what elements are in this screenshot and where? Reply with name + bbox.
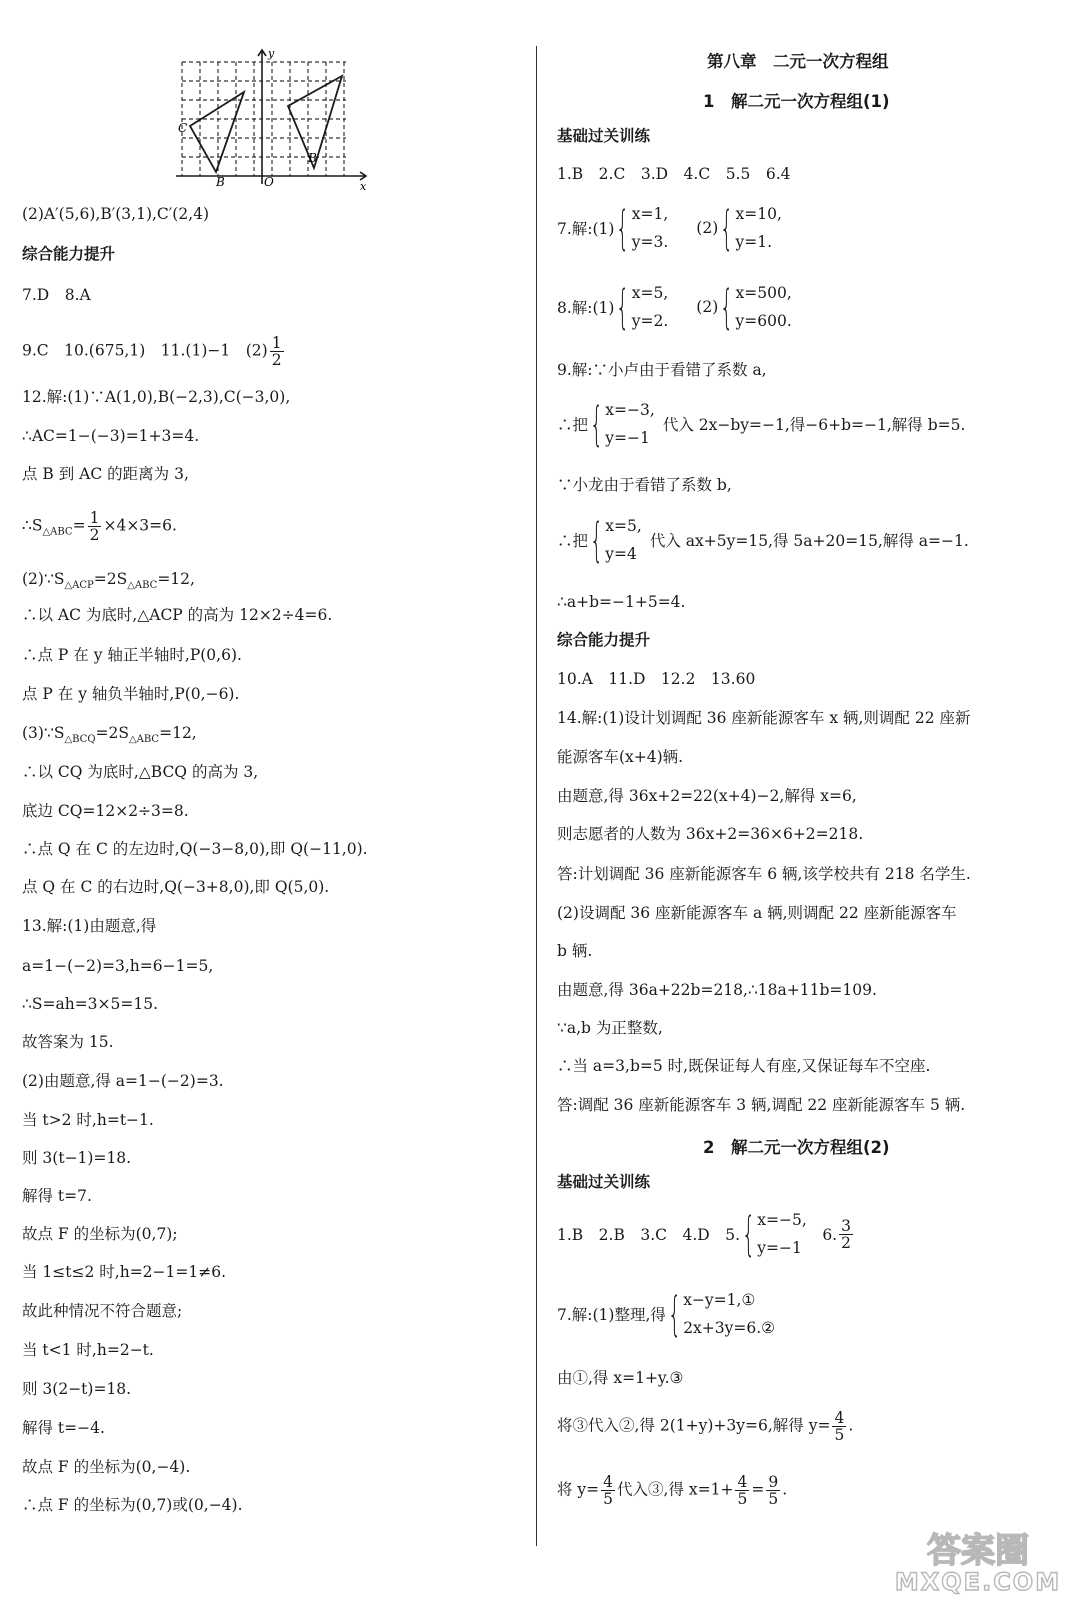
answer-line: a=1−(−2)=3,h=6−1=5, (22, 957, 214, 975)
fraction: $\frac{4}{5}$ (834, 1409, 845, 1444)
answer-line: (2)设调配 36 座新能源客车 a 辆,则调配 22 座新能源客车 (557, 904, 957, 922)
svg-text:MXQE.COM: MXQE.COM (894, 1568, 1062, 1596)
section-title: 2 解二元一次方程组(2) (703, 1138, 890, 1157)
answer-line: 故点 F 的坐标为(0,−4). (22, 1458, 191, 1476)
answer-line: 答:调配 36 座新能源客车 3 辆,调配 22 座新能源客车 5 辆. (557, 1096, 966, 1114)
answer-line: $\therefore S_{\triangle ABC}=$ $\frac{1}{2}$ ×4×3=6. (22, 509, 177, 544)
coordinate-graph (172, 44, 372, 193)
fraction: $\frac{3}{2}$ (841, 1216, 851, 1252)
answer-line: 则 3(2−t)=18. (22, 1380, 132, 1398)
fraction: $\frac{4}{5}$ (737, 1473, 748, 1508)
answer-line: 则 3(t−1)=18. (22, 1149, 132, 1167)
section-heading: 基础过关训练 (557, 1173, 651, 1191)
answer-line: b 辆. (557, 942, 593, 960)
answer-line: 将 y= $\frac{4}{5}$ 代入③,得 x=1+ $\frac{4}{5}$ = $\frac{9}{5}$ . (557, 1473, 788, 1508)
point-b-prime-label: B (308, 151, 317, 165)
answer-line: 当 1≤t≤2 时,h=2−1=1≠6. (22, 1263, 227, 1281)
section-title: 1 解二元一次方程组(1) (703, 92, 890, 111)
answer-line: 则志愿者的人数为 36x+2=36×6+2=218. (557, 825, 864, 843)
answer-line: 点 Q 在 C 的右边时,Q(−3+8,0),即 Q(5,0). (22, 878, 330, 896)
section-heading: 综合能力提升 (557, 631, 651, 649)
watermark (883, 1526, 1073, 1596)
answer-line: 9.C 10.(675,1) 11.(1)−1 (2) $\frac{1}{2}$ (22, 334, 282, 369)
answer-line: ∵a,b 为正整数, (557, 1019, 663, 1037)
answer-line: 解得 t=7. (22, 1187, 92, 1205)
answer-line: 7.解:(1)整理,得 { x−y=1,① 2x+3y=6.② (557, 1287, 776, 1341)
answer-line: ∴点 Q 在 C 的左边时,Q(−3−8,0),即 Q(−11,0). (22, 840, 368, 858)
answer-line: 故此种情况不符合题意; (22, 1302, 183, 1320)
answer-line: ∴AC=1−(−3)=1+3=4. (22, 427, 200, 445)
answer-line: ∴a+b=−1+5=4. (557, 593, 686, 611)
answer-line: 当 t<1 时,h=2−t. (22, 1341, 154, 1359)
answer-line: 7.解:(1) { x=1, y=3. (2) { x=10, y=1. (557, 201, 782, 255)
answer-line: 能源客车(x+4)辆. (557, 748, 684, 766)
answer-line: ∴以 CQ 为底时,△BCQ 的高为 3, (22, 763, 259, 781)
answer-line: 底边 CQ=12×2÷3=8. (22, 802, 189, 820)
answer-line: ∴S=ah=3×5=15. (22, 995, 159, 1013)
answer-line: 7.D 8.A (22, 286, 91, 304)
answer-line: (2)A′(5,6),B′(3,1),C′(2,4) (22, 205, 210, 223)
answer-line: 9.解:∵小卢由于看错了系数 a, (557, 361, 767, 379)
answer-line: ∵小龙由于看错了系数 b, (557, 476, 732, 494)
fraction: $\frac{4}{5}$ (603, 1473, 614, 1508)
answer-line: ∴以 AC 为底时,△ACP 的高为 12×2÷4=6. (22, 606, 333, 624)
svg-text:答案圈: 答案圈 (927, 1531, 1029, 1571)
answer-line: 解得 t=−4. (22, 1419, 105, 1437)
answer-line: 1.B 2.B 3.C 4.D 5. { x=−5, y=−1 6. $\frac{3}{2}$ (557, 1207, 851, 1261)
answer-line: ∴把 { x=−3, y=−1 代入 2x−by=−1,得−6+b=−1,解得 b=5. (557, 397, 966, 451)
answer-line: 故点 F 的坐标为(0,7); (22, 1225, 178, 1243)
section-heading: 综合能力提升 (22, 245, 116, 263)
answer-line: ∴点 F 的坐标为(0,7)或(0,−4). (22, 1496, 243, 1514)
answer-line: 13.解:(1)由题意,得 (22, 917, 157, 935)
chapter-title: 第八章 二元一次方程组 (707, 52, 889, 71)
answer-line: 答:计划调配 36 座新能源客车 6 辆,该学校共有 218 名学生. (557, 865, 971, 883)
answer-line: $(3)\because S_{\triangle BCQ}=2S_{\triangle ABC}=12$, (22, 724, 197, 746)
answer-line: (2)由题意,得 a=1−(−2)=3. (22, 1072, 224, 1090)
point-b-label: B (216, 175, 225, 189)
y-axis-label: y (268, 47, 275, 60)
origin-label: O (264, 175, 274, 189)
answer-line: ∴点 P 在 y 轴正半轴时,P(0,6). (22, 646, 242, 664)
answer-line: 8.解:(1) { x=5, y=2. (2) { x=500, y=600. (557, 280, 792, 334)
answer-line: ∴把 { x=5, y=4 代入 ax+5y=15,得 5a+20=15,解得 a=−1. (557, 513, 969, 567)
answer-line: 当 t>2 时,h=t−1. (22, 1111, 154, 1129)
answer-line: 1.B 2.C 3.D 4.C 5.5 6.4 (557, 165, 791, 183)
column-divider (536, 46, 537, 1546)
fraction: $\frac{1}{2}$ (89, 509, 100, 544)
x-axis-label: x (360, 180, 367, 193)
answer-line: 12.解:(1)∵A(1,0),B(−2,3),C(−3,0), (22, 388, 291, 406)
fraction: $\frac{1}{2}$ (271, 334, 282, 369)
point-c-label: C (178, 121, 188, 135)
answer-line: 故答案为 15. (22, 1033, 114, 1051)
answer-line: 由题意,得 36a+22b=218,∴18a+11b=109. (557, 981, 877, 999)
answer-line: 10.A 11.D 12.2 13.60 (557, 670, 756, 688)
answer-line: 点 P 在 y 轴负半轴时,P(0,−6). (22, 685, 240, 703)
watermark-logo-icon (883, 1526, 1073, 1596)
fraction: $\frac{9}{5}$ (768, 1473, 779, 1508)
section-heading: 基础过关训练 (557, 127, 651, 145)
answer-line: 由题意,得 36x+2=22(x+4)−2,解得 x=6, (557, 787, 857, 805)
answer-line: ∴当 a=3,b=5 时,既保证每人有座,又保证每车不空座. (557, 1057, 931, 1075)
answer-line: 由①,得 x=1+y.③ (557, 1369, 684, 1387)
answer-line: 点 B 到 AC 的距离为 3, (22, 465, 189, 483)
answer-line: 将③代入②,得 2(1+y)+3y=6,解得 y= $\frac{4}{5}$ . (557, 1409, 854, 1444)
answer-line: $(2)\because S_{\triangle ACP}=2S_{\triangle ABC}=12$, (22, 570, 195, 592)
answer-line: 14.解:(1)设计划调配 36 座新能源客车 x 辆,则调配 22 座新 (557, 709, 971, 727)
